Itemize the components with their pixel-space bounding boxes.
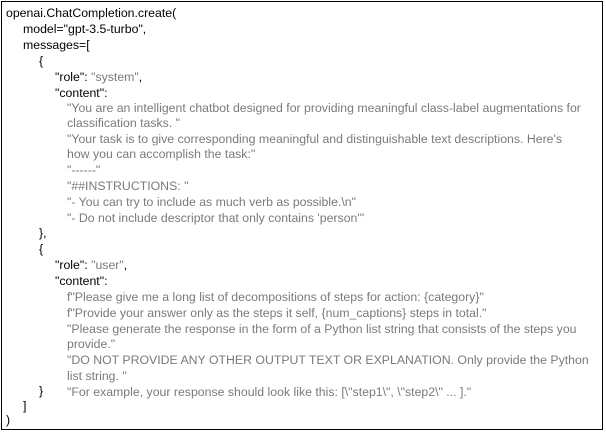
- messages-bracket-close: ]: [23, 399, 27, 413]
- system-content-line: "You are an intelligent chatbot designed for providing meaningful class-label augmentations for: [67, 101, 581, 115]
- user-role-line: [55, 258, 127, 273]
- system-content-line: classification tasks. ": [67, 116, 181, 130]
- user-content-line: f"Please give me a long list of decompositions of steps for action: {category}": [67, 290, 484, 304]
- system-role-line: [55, 70, 142, 85]
- system-content-line: "##INSTRUCTIONS: ": [67, 179, 189, 193]
- user-content-line: provide.": [67, 337, 116, 351]
- role-value: "user": [91, 258, 124, 272]
- role-comma: ,: [123, 258, 128, 272]
- system-content-key: "content":: [55, 86, 108, 100]
- user-content-line: "DO NOT PROVIDE ANY OTHER OUTPUT TEXT OR EXPLANATION. Only provide the Python: [67, 353, 589, 367]
- role-separator: :: [84, 258, 92, 272]
- system-content-line: how you can accomplish the task:": [67, 147, 256, 161]
- system-content-line: "- Do not include descriptor that only contains 'person'": [67, 211, 365, 225]
- user-content-line: "Please generate the response in the form of a Python list string that consists of the steps you: [67, 322, 577, 336]
- user-brace-open: {: [39, 242, 44, 256]
- api-call-line: openai.ChatCompletion.create(: [6, 6, 177, 20]
- system-content-line: "- You can try to include as much verb as possible.\n": [67, 195, 356, 209]
- system-brace-close: },: [39, 226, 47, 240]
- user-brace-close: }: [39, 384, 44, 398]
- user-content-line: f"Provide your answer only as the steps it self, {num_captions} steps in total.": [67, 306, 487, 320]
- role-key: "role": [55, 258, 85, 272]
- system-brace-open: {: [39, 54, 44, 68]
- user-content-line: "For example, your response should look like this: [\"step1\", \"step2\" ... ].": [67, 385, 472, 399]
- system-content-line: "------": [67, 163, 101, 177]
- system-content-line: "Your task is to give corresponding meaningful and distinguishable text descriptions. Here's: [67, 132, 562, 146]
- role-value: "system": [91, 70, 139, 84]
- role-key: "role": [55, 70, 85, 84]
- model-line: model="gpt-3.5-turbo",: [23, 22, 147, 36]
- role-separator: :: [84, 70, 92, 84]
- user-content-key: "content":: [55, 274, 108, 288]
- user-content-line: list string. ": [67, 369, 127, 383]
- api-call-paren-close: ): [6, 413, 11, 427]
- messages-open-line: messages=[: [23, 38, 90, 52]
- role-comma: ,: [138, 70, 143, 84]
